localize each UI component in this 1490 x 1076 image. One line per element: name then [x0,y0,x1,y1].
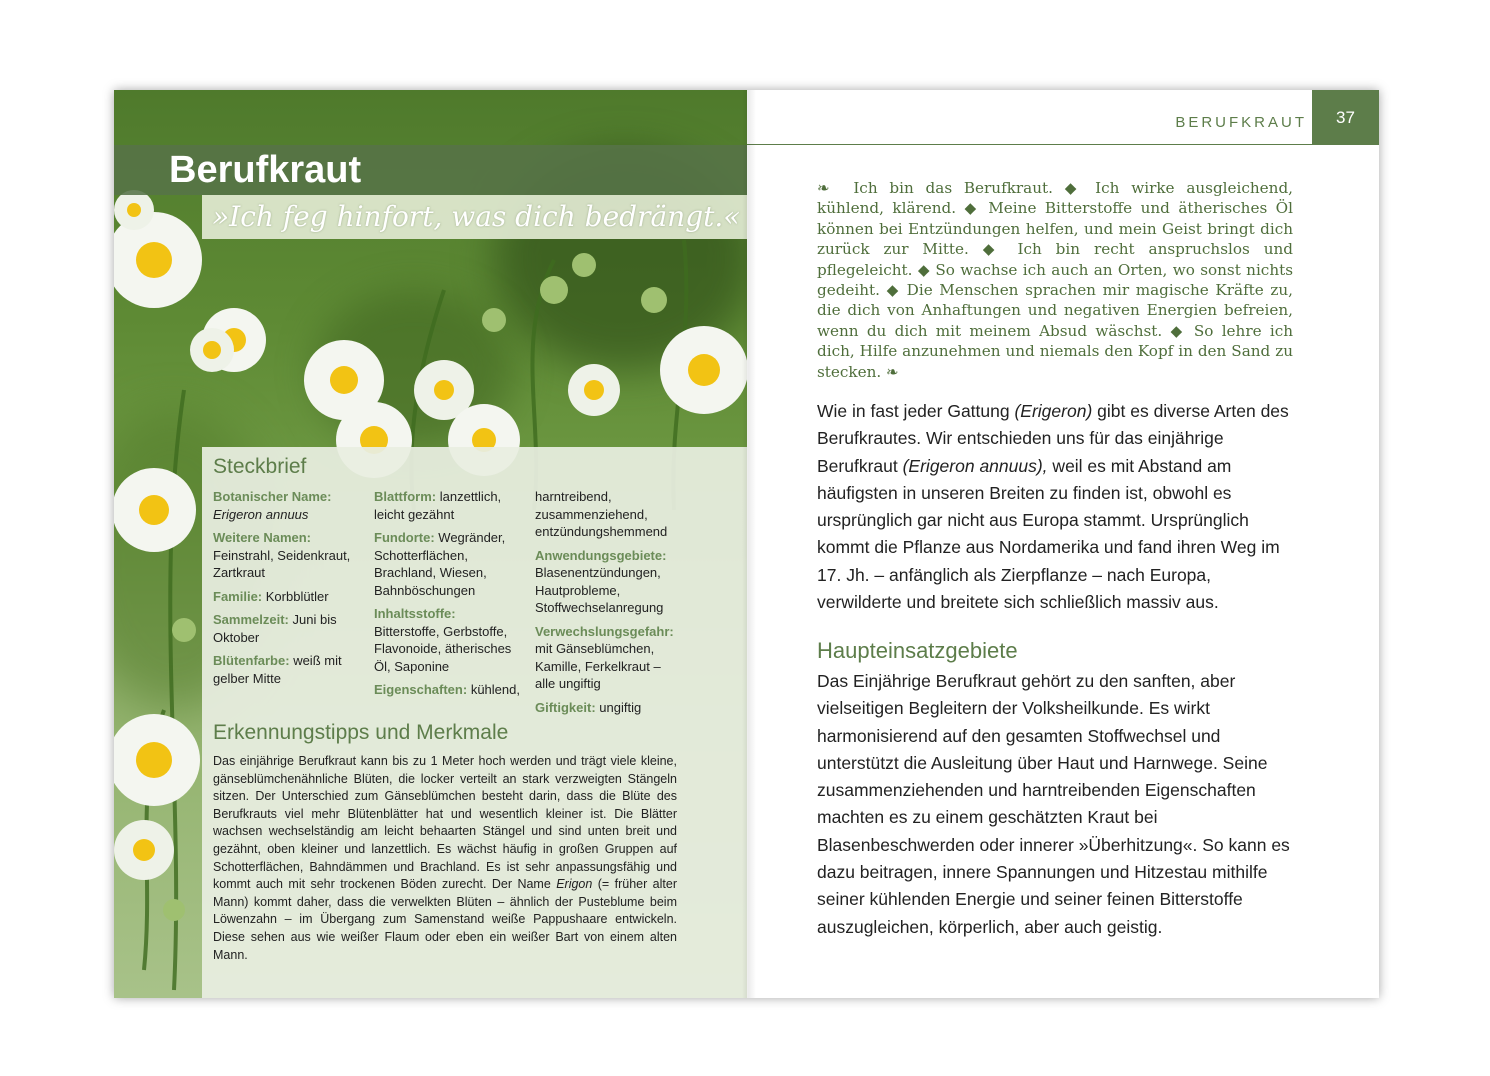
motto-bar [202,195,747,239]
family-label: Familie: [213,588,263,604]
flower-color-value: weiß mit gelber Mitte [213,653,342,686]
leaf-shape-value: lanzettlich, leicht gezähnt [374,489,502,522]
page-title: Berufkraut [169,149,362,191]
running-head: BERUFKRAUT [1175,114,1307,131]
botanical-name-value: Erigeron annuus [213,506,309,522]
botanical-name-label: Botanischer Name: [213,489,332,504]
flower-color-label: Blütenfarbe: [213,653,290,668]
ornament-start-icon: ❧ [817,179,830,197]
erkennung-title: Erkennungstipps und Merkmale [213,721,509,744]
intro-part-c: weil es mit Abstand am häufigsten in unseren Breiten zu finden ist, obwohl es ursprünglich gar nicht aus Europa stammt. Ursprünglich kommt die Pflanze aus Nordamerika und fand ihren Weg im 17. Jh. – anfänglich als Zierpflanze – nach Europa, verwilderte und breitete sich schließlich massiv aus. [817,455,1280,613]
quote-text: Ich bin das Berufkraut. ◆ Ich wirke ausgleichend, kühlend, klärend. ◆ Meine Bitterstoffe und ätherisches Öl können bei Entzündungen helfen, und mein Geist bringt dich zurück zur Mitte. ◆ Ich bin recht anspruchslos und pflegeleicht. ◆ So wachse ich auch an Orten, wo sonst nichts gedeiht. ◆ Die Menschen sprachen mir magische Kräfte zu, die dich von Anhaftungen und negativen Energien befreien, wenn du dich mit meinem Absud wäschst. ◆ So lehre ich dich, Hilfe anzunehmen und niemals den Kopf in den Sand zu stecken. [817,179,1293,381]
locations-value: Wegränder, Schotterflächen, Brachland, Wiesen, Bahnböschungen [374,530,506,598]
erkennung-text-part-1: Das einjährige Berufkraut kann bis zu 1 Meter hoch werden und trägt viele kleine, gänseblümchenähnliche Blüten, die locker verteilt an stark verzweigten Stängeln sitzen. Der Unterschied zum Gänseblümchen besteht darin, dass die Blüte des Berufkrauts viel mehr Blütenblätter hat und wesentlich kleiner ist. Die Blätter wachsen wechselständig am leicht behaarten Stängel und sind unten breit und gezähnt, oben kleiner und lanzettlich. Es wächst häufig in großen Gruppen auf Schotterflächen, Bahndämmen und Brachland. Es ist sehr anpassungsfähig und kommt auch mit sehr trockenen Böden zurecht. Der Name [213,754,677,892]
ingredients-label: Inhaltsstoffe: [374,606,456,621]
locations-label: Fundorte: [374,530,435,545]
page-number: 37 [1312,90,1379,145]
intro-italic-1: (Erigeron) [1014,401,1093,421]
properties-label: Eigenschaften: [374,682,468,697]
season-label: Sammelzeit: [213,612,289,627]
intro-paragraph [817,398,1297,616]
properties-value: kühlend, [470,682,520,697]
leaf-shape-label: Blattform: [374,489,437,504]
erkennung-text-part-2: (= früher alter Mann) kommt daher, dass die verwelkten Blüten – ähnlich der Pusteblume beim Löwenzahn – im Übergang zum Samenstand weiße Pappushaare entwickeln. Diese sehen aus wie weißer Flaum oder eben ein weißer Bart von einem alten Mann. [213,877,677,962]
running-head-rule [747,144,1312,145]
title-bar [114,145,747,195]
steckbrief-col-3 [535,488,675,722]
family-value: Korbblütler [265,588,329,604]
applications-label: Anwendungsgebiete: [535,547,667,563]
other-names-value: Feinstrahl, Seidenkraut, Zartkraut [213,547,351,580]
page-gutter [742,90,756,998]
confusion-value: mit Gänseblümchen, Kamille, Ferkelkraut – alle ungiftig [535,641,661,691]
book-spread [114,90,1379,998]
erkennung-text [213,753,677,964]
section-heading: Haupteinsatzgebiete [817,638,1018,663]
toxicity-label: Giftigkeit: [535,699,596,715]
steckbrief-title: Steckbrief [213,455,307,478]
toxicity-value: ungiftig [599,699,642,715]
intro-part-b: gibt es diverse Arten des Berufkrautes. Wir entschieden uns für das einjährige Berufkraut [817,401,1289,476]
intro-italic-2: (Erigeron annuus), [902,455,1048,476]
ornament-end-icon: ❧ [886,362,899,381]
properties-continuation: harntreibend, zusammenziehend, entzündungshemmend [535,489,668,539]
ingredients-value: Bitterstoffe, Gerbstoffe, Flavonoide, ätherisches Öl, Saponine [374,623,512,674]
season-value: Juni bis Oktober [213,612,337,645]
other-names-label: Weitere Namen: [213,530,312,545]
right-page [747,90,1379,998]
steckbrief-col-1 [213,488,363,693]
confusion-label: Verwechslungsgefahr: [535,623,674,639]
applications-value: Blasenentzündungen, Hautprobleme, Stoffwechselanregung [535,565,664,615]
info-box [202,447,747,998]
steckbrief-col-2 [374,488,522,705]
motto: »Ich feg hinfort, was dich bedrängt.« [212,200,741,233]
intro-part-a: Wie in fast jeder Gattung [817,401,1015,421]
erkennung-italic: Erigon [556,877,593,892]
plant-quote [817,178,1293,382]
section-paragraph: Das Einjährige Berufkraut gehört zu den sanften, aber vielseitigen Begleitern der Volksheilkunde. Es wirkt harmonisierend auf den gesamten Stoffwechsel und unterstützt die Ausleitung über Haut und Harnwege. Seine zusammenziehenden und harntreibenden Eigenschaften machten es zu einem geschätzten Kraut bei Blasenbeschwerden oder innerer »Überhitzung«. So kann es dazu beitragen, innere Spannungen und Hitzestau mithilfe seiner kühlenden Energie und seiner feinen Bitterstoffe auszugleichen, körperlich, aber auch geistig. [817,671,1290,937]
left-page [114,90,747,998]
